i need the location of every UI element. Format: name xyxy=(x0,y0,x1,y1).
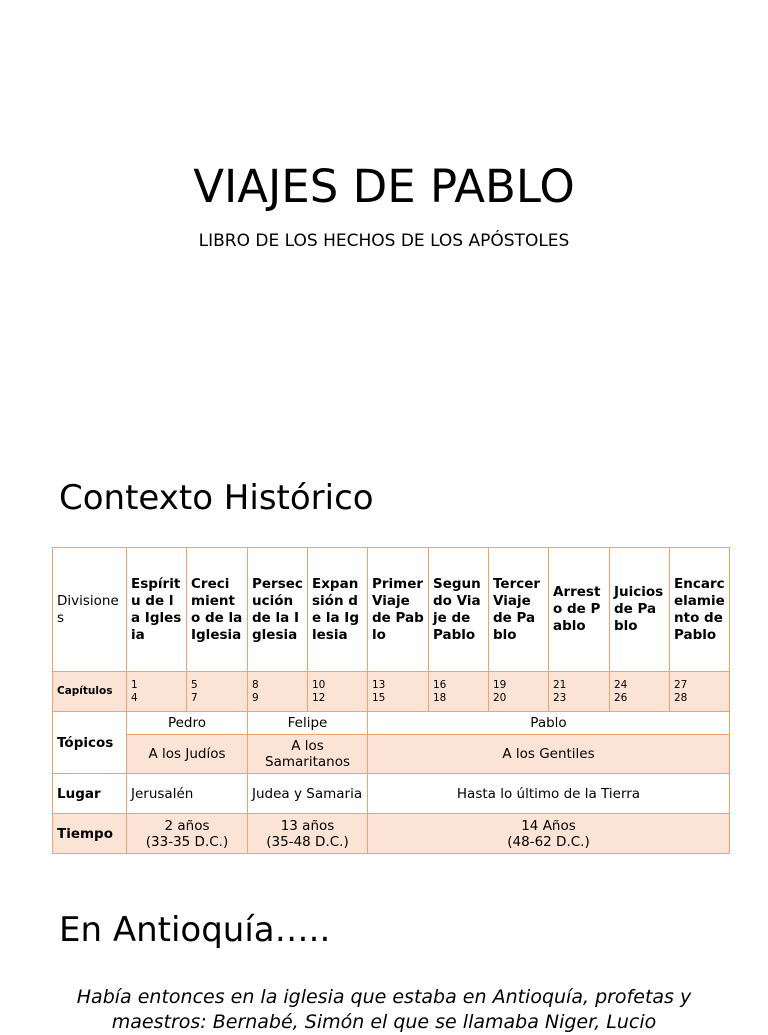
division-cell: Primer Viaje de Pablo xyxy=(368,548,429,672)
divisions-row xyxy=(53,548,730,672)
capitulo-cell: 19 20 xyxy=(489,672,549,712)
topico-group-cell: A los Samaritanos xyxy=(248,735,368,774)
capitulo-cell: 13 15 xyxy=(368,672,429,712)
antioquia-quote: Había entonces en la iglesia que estaba en Antioquía, profetas y maestros: Bernabé, Simón el que se llamaba Niger, Lucio xyxy=(76,986,692,1033)
capitulo-cell: 8 9 xyxy=(248,672,308,712)
lugar-cell: Judea y Samaria xyxy=(248,774,368,814)
lugar-cell: Hasta lo último de la Tierra xyxy=(368,774,730,814)
topico-group-cell: A los Judíos xyxy=(127,735,248,774)
topico-person-cell: Pablo xyxy=(368,712,730,735)
capitulo-cell: 24 26 xyxy=(610,672,670,712)
topico-group-cell: A los Gentiles xyxy=(368,735,730,774)
capitulo-cell: 5 7 xyxy=(187,672,248,712)
capitulo-cell: 10 12 xyxy=(308,672,368,712)
topicos-groups-row xyxy=(53,735,730,774)
division-cell: Juicios de Pablo xyxy=(610,548,670,672)
tiempo-label: Tiempo xyxy=(53,814,127,854)
divisions-label xyxy=(53,548,127,672)
capitulo-cell: 27 28 xyxy=(670,672,730,712)
division-cell: Tercer Viaje de Pablo xyxy=(489,548,549,672)
division-cell: Espíritu de la Iglesia xyxy=(127,548,187,672)
division-cell: Expansión de la Iglesia xyxy=(308,548,368,672)
contexto-heading: Contexto Histórico xyxy=(59,478,374,518)
divisions-label-text: Divisiones xyxy=(57,592,119,626)
main-title: VIAJES DE PABLO xyxy=(193,160,575,213)
topicos-label: Tópicos xyxy=(53,712,127,774)
tiempo-row xyxy=(53,814,730,854)
lugar-row xyxy=(53,774,730,814)
tiempo-cell: 2 años (33-35 D.C.) xyxy=(127,814,248,854)
title-slide xyxy=(0,0,768,450)
tiempo-cell: 13 años (35-48 D.C.) xyxy=(248,814,368,854)
capitulo-cell: 16 18 xyxy=(429,672,489,712)
antioquia-heading: En Antioquía….. xyxy=(59,910,331,950)
division-cell: Crecimiento de la Iglesia xyxy=(187,548,248,672)
topico-person-cell: Pedro xyxy=(127,712,248,735)
capitulos-label: Capítulos xyxy=(53,672,127,712)
subtitle: LIBRO DE LOS HECHOS DE LOS APÓSTOLES xyxy=(198,231,570,251)
division-cell: Persecución de la Iglesia xyxy=(248,548,308,672)
capitulos-row xyxy=(53,672,730,712)
lugar-cell: Jerusalén xyxy=(127,774,248,814)
lugar-label: Lugar xyxy=(53,774,127,814)
tiempo-cell: 14 Años (48-62 D.C.) xyxy=(368,814,730,854)
topicos-people-row xyxy=(53,712,730,735)
context-table xyxy=(52,547,730,854)
capitulo-cell: 21 23 xyxy=(549,672,610,712)
division-cell: Encarcelamiento de Pablo xyxy=(670,548,730,672)
division-cell: Segundo Viaje de Pablo xyxy=(429,548,489,672)
capitulo-cell: 1 4 xyxy=(127,672,187,712)
topico-person-cell: Felipe xyxy=(248,712,368,735)
division-cell: Arresto de Pablo xyxy=(549,548,610,672)
